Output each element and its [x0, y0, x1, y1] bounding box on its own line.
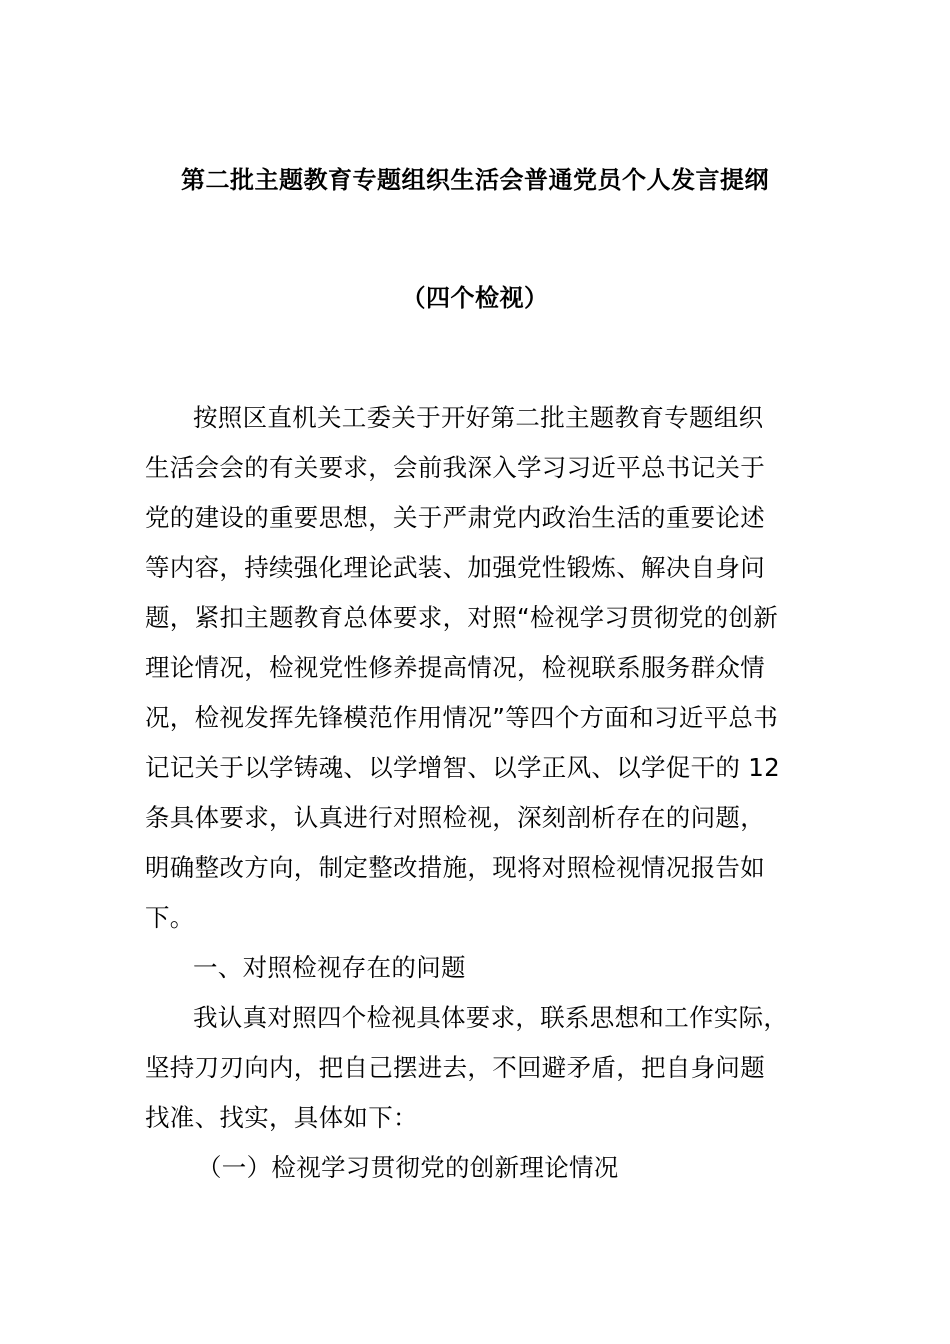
paragraph-line: 记记关于以学铸魂、以学增智、以学正风、以学促干的 12 — [145, 753, 781, 782]
paragraph-line: 党的建设的重要思想，关于严肃党内政治生活的重要论述 — [145, 503, 765, 532]
section-heading: 一、对照检视存在的问题 — [193, 953, 466, 982]
paragraph-line: 题，紧扣主题教育总体要求，对照“检视学习贯彻党的创新 — [145, 603, 778, 632]
subsection-heading: （一）检视学习贯彻党的创新理论情况 — [197, 1153, 619, 1182]
paragraph-line: 按照区直机关工委关于开好第二批主题教育专题组织 — [193, 403, 764, 432]
document-title: 第二批主题教育专题组织生活会普通党员个人发言提纲 — [181, 166, 769, 194]
paragraph-line: 况，检视发挥先锋模范作用情况”等四个方面和习近平总书 — [145, 703, 778, 732]
paragraph-line: 理论情况，检视党性修养提高情况，检视联系服务群众情 — [145, 653, 765, 682]
paragraph-line: 生活会会的有关要求，会前我深入学习习近平总书记关于 — [145, 453, 765, 482]
paragraph-line: 条具体要求，认真进行对照检视，深刻剖析存在的问题， — [145, 803, 765, 832]
paragraph-line: 我认真对照四个检视具体要求，联系思想和工作实际， — [193, 1003, 789, 1032]
paragraph-line: 坚持刀刃向内，把自己摆进去，不回避矛盾，把自身问题 — [145, 1053, 765, 1082]
paragraph-line: 下。 — [145, 903, 195, 932]
paragraph-line: 找准、找实，具体如下： — [145, 1103, 418, 1132]
paragraph-line: 明确整改方向，制定整改措施，现将对照检视情况报告如 — [145, 853, 765, 882]
document-subtitle: （四个检视） — [401, 284, 549, 312]
paragraph-line: 等内容，持续强化理论武装、加强党性锻炼、解决自身问 — [145, 553, 765, 582]
